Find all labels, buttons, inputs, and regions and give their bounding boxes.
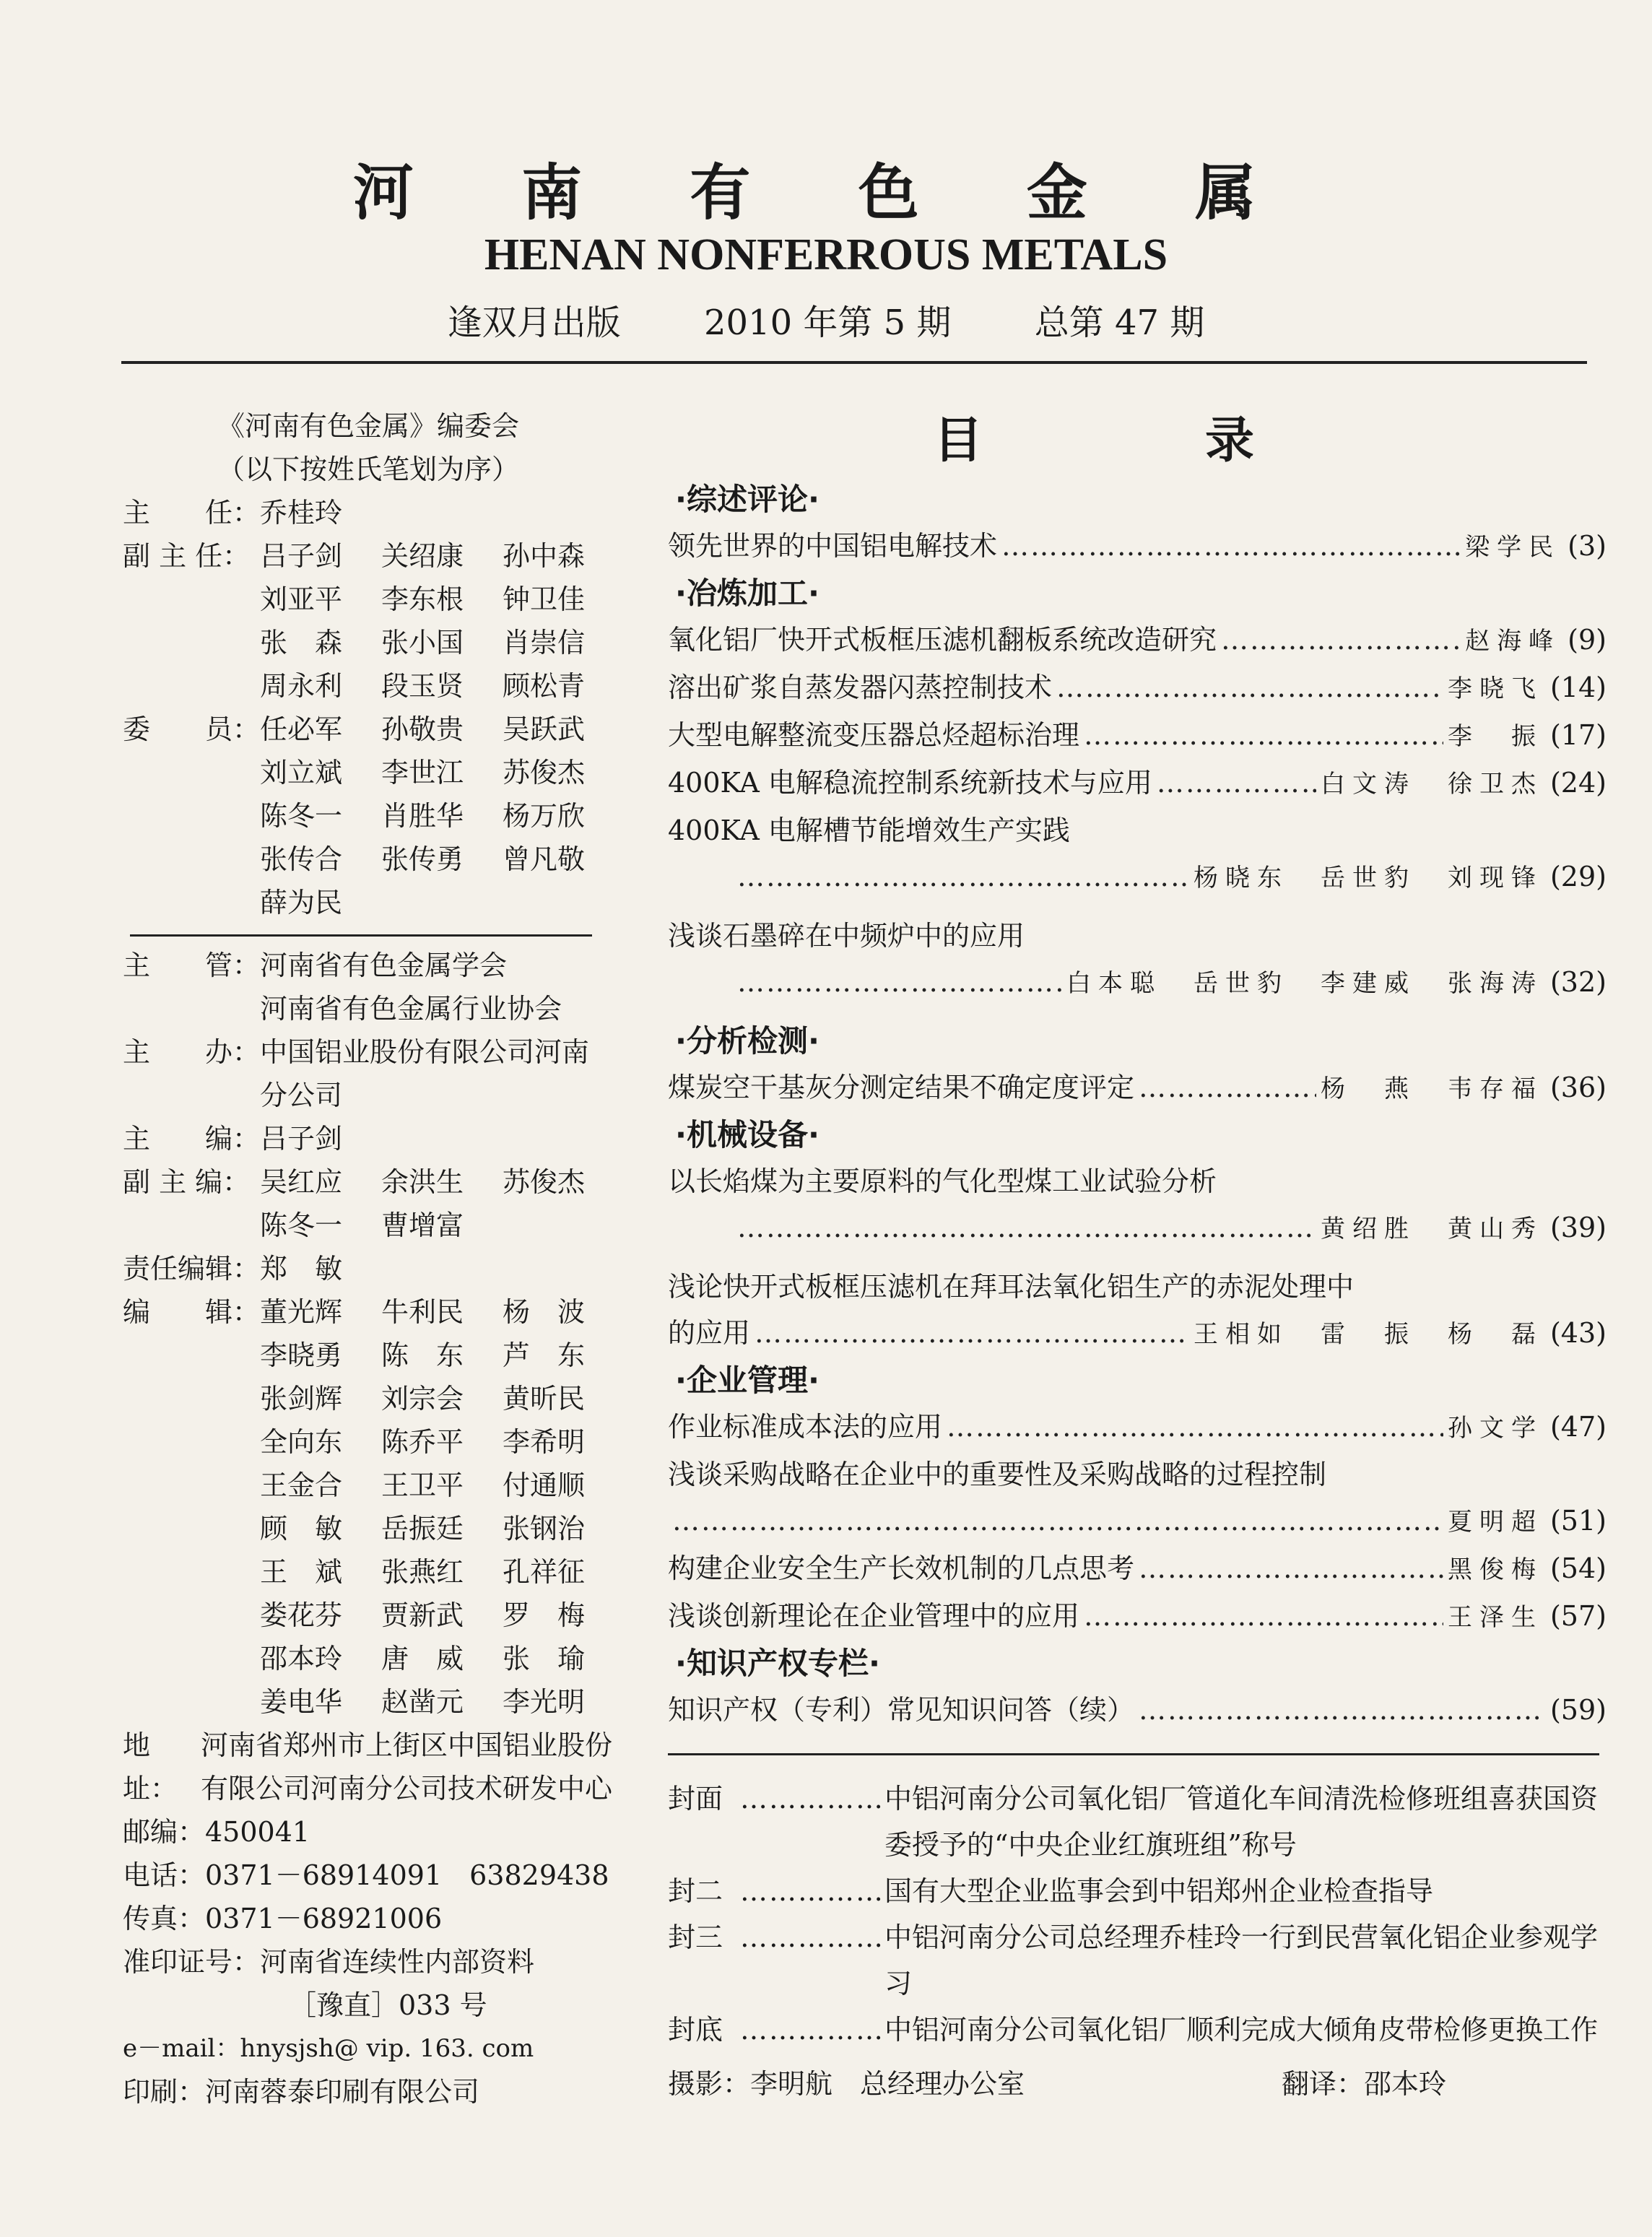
entry-authors: 黑俊梅 [1447,1555,1543,1584]
toc-entry[interactable] [668,1264,1607,1358]
masthead-column [123,404,614,2114]
person-name: 董光辉 [260,1296,343,1328]
members-row [123,708,614,924]
person-name: 陈 东 [381,1339,464,1371]
person-name: 陈冬一 [260,800,343,832]
entry-authors: 王相如 雷 振 杨 磊 [1193,1320,1543,1349]
table-of-contents [668,404,1607,2109]
entry-authors: 杨晓东 岳世豹 刘现锋 [1193,864,1543,892]
journal-title-english: HENAN NONFERROUS METALS [484,230,1168,279]
person-name: 曹增富 [381,1209,464,1241]
fax: 传真：0371－68921006 [123,1903,443,1934]
person-name: 张剑辉 [260,1383,343,1415]
entry-authors: 白文涛 徐卫杰 [1320,770,1543,799]
entry-authors: 赵海峰 [1465,627,1561,656]
person-name: 牛利民 [381,1296,464,1328]
person-name: 肖胜华 [381,800,464,832]
person-name: 刘亚平 [260,583,343,615]
person-name: 肖崇信 [503,627,586,659]
sponsor-row [123,1030,614,1117]
person-name: 张 森 [260,627,343,659]
entry-title: 以长焰煤为主要原料的气化型煤工业试验分析 [668,1165,1217,1197]
person-name: 余洪生 [381,1166,464,1198]
person-name: 曾凡敬 [503,843,586,875]
person-name: 段玉贤 [381,670,464,702]
entry-page: (24) [1549,767,1607,799]
permit-label: 准印证号： [123,1946,261,1978]
postcode: 邮编：450041 [123,1816,310,1848]
person-name: 顾 敏 [260,1513,343,1545]
address-label: 地址： [123,1729,178,1804]
sponsor-label: 主 办： [123,1036,261,1068]
deputy-label: 副 主 任： [123,540,251,572]
entry-title: 浅谈创新理论在企业管理中的应用 [668,1600,1080,1632]
person-name: 李东根 [381,583,464,615]
entry-title: 氧化铝厂快开式板框压滤机翻板系统改造研究 [668,624,1217,656]
person-name: 张燕红 [381,1556,464,1588]
section-heading: ·冶炼加工· [675,575,820,611]
person-name: 陈乔平 [381,1426,464,1458]
entry-title: 浅谈石墨碎在中频炉中的应用 [668,920,1025,952]
person-name: 吴红应 [260,1166,343,1198]
entry-page: (17) [1549,719,1607,751]
entry-authors: 孙文学 [1447,1414,1543,1443]
person-name: 王金合 [260,1469,343,1501]
person-name: 薛为民 [260,887,343,918]
person-name: 张传合 [260,843,343,875]
person-name: 吴跃武 [503,713,586,745]
supervisor-label: 主 管： [123,950,261,981]
journal-title: 河 南 有 色 金 属 [352,157,1300,228]
editors-label: 编 辑： [123,1296,261,1328]
toc-entry[interactable] [668,1687,1607,1733]
committee-heading: 《河南有色金属》编委会 [217,410,519,442]
member-names [260,708,624,924]
photo-credit: 摄影：李明航 总经理办公室 [668,2068,1025,2100]
entry-page: (9) [1568,624,1607,656]
entry-authors: 夏明超 [1447,1508,1543,1537]
entry-authors: 李 振 [1447,722,1543,751]
entry-title: 400KA 电解稳流控制系统新技术与应用 [668,767,1152,799]
supervisor-2: 河南省有色金属行业协会 [260,993,562,1025]
person-name: 黄昕民 [503,1383,586,1415]
phone: 电话：0371－68914091 63829438 [123,1859,609,1891]
entry-title: 浅谈采购战略在企业中的重要性及采购战略的过程控制 [668,1459,1327,1490]
person-name: 张传勇 [381,843,464,875]
toc-entry[interactable] [668,664,1607,712]
person-name: 全向东 [260,1426,343,1458]
cover-label: 封底 [668,2014,723,2046]
person-name: 刘宗会 [381,1383,464,1415]
person-name: 吕子剑 [260,540,343,572]
toc-entry[interactable] [668,617,1607,664]
person-name: 孔祥征 [503,1556,586,1588]
entry-authors: 王泽生 [1447,1603,1543,1632]
person-name: 娄花芬 [260,1599,343,1631]
entry-title: 作业标准成本法的应用 [668,1411,943,1443]
issue-number: 2010 年第 5 期 [703,303,952,343]
email: e－mail：hnysjsh@ vip. 163. com [123,2034,534,2063]
entry-title: 浅论快开式板框压滤机在拜耳法氧化铝生产的赤泥处理中 [668,1271,1355,1303]
person-name: 李晓勇 [260,1339,343,1371]
entry-title: 构建企业安全生产长效机制的几点思考 [668,1552,1135,1584]
toc-entry[interactable] [668,712,1607,760]
person-name: 陈冬一 [260,1209,343,1241]
frequency: 逢双月出版 [447,303,621,343]
toc-entry[interactable] [668,1451,1607,1545]
supervisor-row [123,944,614,1030]
person-name: 钟卫佳 [503,583,586,615]
entry-title: 溶出矿浆自蒸发器闪蒸控制技术 [668,672,1053,703]
entry-title: 大型电解整流变压器总烃超标治理 [668,719,1080,751]
total-issue: 总第 47 期 [1034,303,1205,343]
entry-page: (51) [1549,1505,1607,1537]
cover-divider [668,1753,1599,1755]
left-divider [130,934,592,937]
section-heading: ·综述评论· [675,482,820,517]
permit-row [123,1940,614,1984]
responsible-editor-label: 责任编辑： [123,1253,261,1285]
entry-page: (36) [1549,1072,1607,1103]
chief-editor: 吕子剑 [260,1123,343,1155]
committee-note: （以下按姓氏笔划为序） [217,453,519,485]
entry-page: (29) [1549,861,1607,892]
entry-authors: 黄绍胜 黄山秀 [1320,1215,1543,1243]
person-name: 芦 东 [503,1339,586,1371]
cover-label: 封面 [668,1783,723,1815]
entry-page: (32) [1549,966,1607,998]
person-name: 张 瑜 [503,1643,586,1675]
person-name: 张小国 [381,627,464,659]
cover-text: 中铝河南分公司氧化铝厂顺利完成大倾角皮带检修更换工作 [884,2014,1599,2046]
toc-entry[interactable] [668,913,1607,1007]
person-name: 孙中森 [503,540,586,572]
person-name: 罗 梅 [503,1599,586,1631]
editor-names [260,1290,624,1724]
permit: 河南省连续性内部资料 [260,1946,535,1978]
credits-row [668,2059,1607,2109]
person-name: 王卫平 [381,1469,464,1501]
person-name: 李世江 [381,757,464,789]
person-name: 付通顺 [503,1469,586,1501]
person-name: 杨 波 [503,1296,586,1328]
person-name: 李光明 [503,1686,586,1718]
director-label: 主 任： [123,497,261,529]
supervisor-1: 河南省有色金属学会 [260,950,508,981]
editors-row [123,1290,614,1724]
members-label: 委 员： [123,713,261,745]
toc-entry[interactable] [668,1158,1607,1252]
address-row [123,1724,614,1810]
person-name: 姜电华 [260,1686,343,1718]
vice-editor-label: 副 主 编： [123,1166,251,1198]
entry-title: 400KA 电解槽节能增效生产实践 [668,815,1070,846]
toc-entry[interactable] [668,1545,1607,1593]
person-name: 赵凿元 [381,1686,464,1718]
cover-text: 中铝河南分公司氧化铝厂管道化车间清洗检修班组喜获国资委授予的“中央企业红旗班组”称号 [884,1783,1599,1861]
entry-authors: 梁学民 [1465,533,1561,562]
vice-editor-names [260,1160,624,1247]
director-name: 乔桂玲 [260,497,343,529]
section-heading: ·机械设备· [675,1117,820,1152]
person-name: 贾新武 [381,1599,464,1631]
entry-page: (14) [1549,672,1607,703]
entry-authors: 李晓飞 [1447,674,1543,703]
cover-text: 国有大型企业监事会到中铝郑州企业检查指导 [884,1875,1434,1907]
translator-credit: 翻译：邵本玲 [1282,2068,1447,2100]
person-name: 岳振廷 [381,1513,464,1545]
toc-entry[interactable] [668,1593,1607,1641]
entry-title: 煤炭空干基灰分测定结果不确定度评定 [668,1072,1135,1103]
entry-page: (59) [1549,1694,1607,1726]
person-name: 刘立斌 [260,757,343,789]
cover-item [668,1868,1607,1914]
toc-entry[interactable] [668,1404,1607,1451]
deputy-names [260,534,624,708]
person-name: 苏俊杰 [503,1166,586,1198]
toc-entry[interactable] [668,760,1607,807]
entry-authors: 白本聪 岳世豹 李建威 张海涛 [1066,969,1543,998]
deputy-row [123,534,614,708]
person-name: 王 斌 [260,1556,343,1588]
director-row [123,491,614,534]
vice-editor-row [123,1160,614,1247]
section-heading: ·企业管理· [675,1363,820,1398]
cover-text: 中铝河南分公司总经理乔桂玲一行到民营氧化铝企业参观学习 [884,1921,1599,1999]
sponsor: 中国铝业股份有限公司河南分公司 [260,1036,590,1111]
toc-heading: 目 录 [933,412,1341,469]
responsible-editor-row [123,1247,614,1290]
header-rule [121,361,1587,364]
issue-line [0,295,1652,344]
toc-entry[interactable] [668,523,1607,570]
entry-title: 知识产权（专利）常见知识问答（续） [668,1694,1135,1726]
printer: 印刷：河南蓉泰印刷有限公司 [123,2076,480,2108]
person-name: 苏俊杰 [503,757,586,789]
cover-label: 封二 [668,1875,723,1907]
section-heading: ·分析检测· [675,1023,820,1059]
person-name: 关绍康 [381,540,464,572]
cover-notes [668,1776,1607,2109]
person-name: 任必军 [260,713,343,745]
entry-page: (3) [1568,530,1607,562]
toc-entry[interactable] [668,1064,1607,1112]
person-name: 顾松青 [503,670,586,702]
entry-page: (57) [1549,1600,1607,1632]
person-name: 杨万欣 [503,800,586,832]
person-name: 周永利 [260,670,343,702]
chief-editor-row [123,1117,614,1160]
cover-item [668,2007,1607,2053]
cover-item [668,1914,1607,2007]
entry-page: (54) [1549,1552,1607,1584]
cover-item [668,1776,1607,1868]
person-name: 张钢治 [503,1513,586,1545]
entry-title: 领先世界的中国铝电解技术 [668,530,998,562]
person-name: 唐 威 [381,1643,464,1675]
cover-label: 封三 [668,1921,723,1953]
entry-title-cont: 的应用 [668,1317,751,1349]
entry-authors: 杨 燕 韦存福 [1320,1074,1543,1103]
responsible-editor: 郑 敏 [260,1253,343,1285]
person-name: 李希明 [503,1426,586,1458]
entry-page: (39) [1549,1212,1607,1243]
person-name: 孙敬贵 [381,713,464,745]
section-heading: ·知识产权专栏· [675,1646,880,1681]
entry-page: (47) [1549,1411,1607,1443]
permit-number: ［豫直］033 号 [289,1989,487,2021]
address: 河南省郑州市上街区中国铝业股份有限公司河南分公司技术研发中心 [201,1729,613,1804]
entry-page: (43) [1549,1317,1607,1349]
chief-editor-label: 主 编： [123,1123,261,1155]
person-name: 邵本玲 [260,1643,343,1675]
toc-entry[interactable] [668,807,1607,901]
